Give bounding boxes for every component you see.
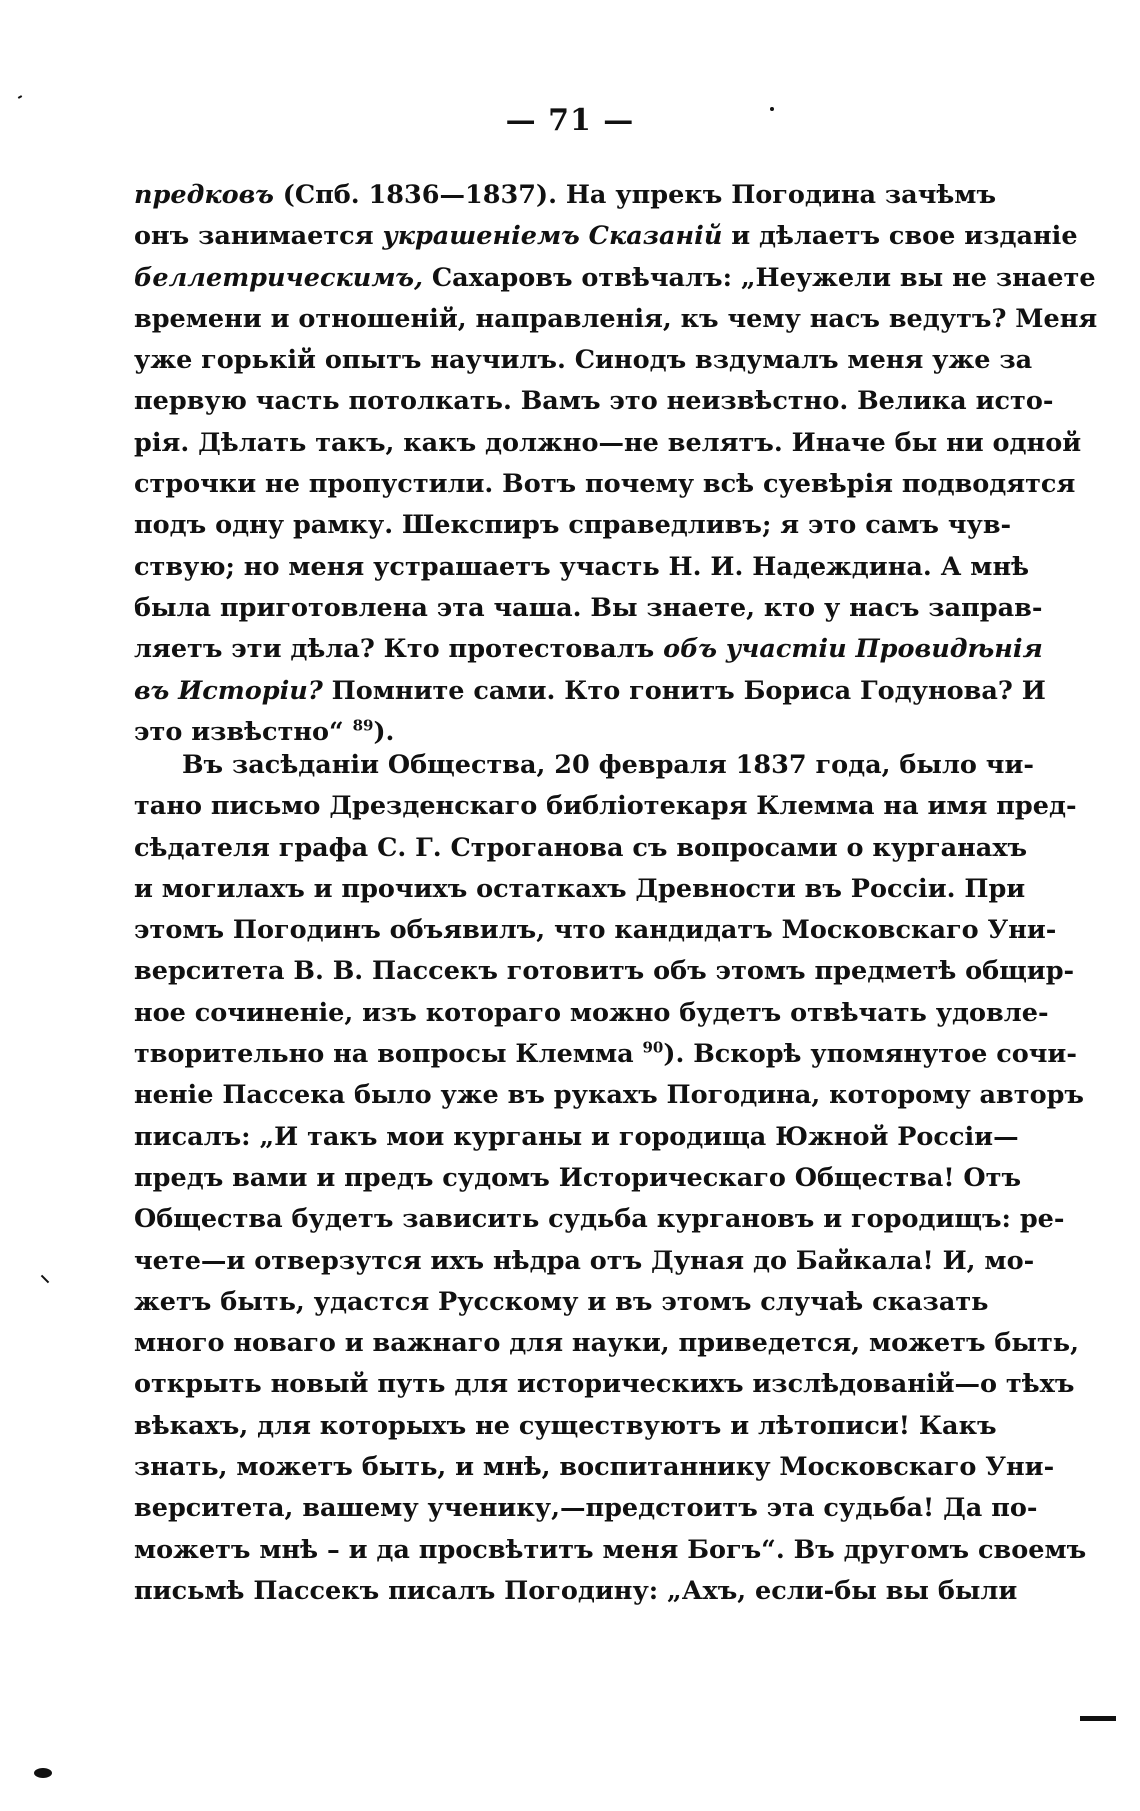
text-segment: беллетрическимъ, (134, 262, 423, 293)
text-line (134, 629, 1043, 670)
text-line (134, 1323, 1079, 1364)
text-segment: украшеніемъ Сказаній (382, 221, 723, 252)
text-segment: письмѣ Пассекъ писалъ Погодину: „Ахъ, если-бы вы были (134, 1575, 1018, 1606)
text-line (134, 745, 1034, 786)
text-segment: жетъ быть, удастся Русскому и въ этомъ случаѣ сказать (134, 1286, 989, 1317)
text-line (134, 869, 1026, 910)
text-segment: открыть новый путь для историческихъ изслѣдованій—о тѣхъ (134, 1369, 1075, 1400)
text-line (134, 1488, 1038, 1529)
text-line (134, 340, 1033, 381)
text-segment: чете—и отверзутся ихъ нѣдра отъ Дуная до Байкала! И, мо- (134, 1245, 1035, 1276)
text-line (134, 1282, 989, 1323)
text-line (134, 1406, 997, 1447)
text-segment: ствую; но меня устрашаетъ участь Н. И. Надеждина. А мнѣ (134, 551, 1030, 582)
text-segment: и дѣлаетъ свое изданіе (722, 221, 1078, 252)
text-line (134, 588, 1043, 629)
text-segment: вѣкахъ, для которыхъ не существуютъ и лѣтописи! Какъ (134, 1410, 997, 1441)
text-line (134, 671, 1046, 712)
text-segment: уже горькій опытъ научилъ. Синодъ вздумалъ меня уже за (134, 345, 1033, 376)
text-line (134, 993, 1049, 1034)
text-segment: писалъ: „И такъ мои курганы и городища Южной Россіи— (134, 1121, 1019, 1152)
text-segment: онъ занимается (134, 221, 383, 252)
text-line (134, 951, 1075, 992)
text-segment: Помните сами. Кто гонитъ Бориса Годунова? И (322, 675, 1046, 706)
text-segment: знать, можетъ быть, и мнѣ, воспитаннику Московскаго Уни- (134, 1452, 1055, 1483)
scan-speck (1080, 1716, 1116, 1721)
footnote-marker: 90 (642, 1038, 664, 1057)
text-segment: много новаго и важнаго для науки, приведется, можетъ быть, (134, 1328, 1079, 1359)
text-segment: первую часть потолкать. Вамъ это неизвѣстно. Велика исто- (134, 386, 1054, 417)
text-segment: Въ засѣданіи Общества, 20 февраля 1837 года, было чи- (182, 750, 1034, 780)
text-segment: сѣдателя графа С. Г. Строганова съ вопросами о курганахъ (134, 832, 1028, 863)
text-segment: ное сочиненіе, изъ котораго можно будетъ отвѣчать удовле- (134, 997, 1049, 1028)
scan-speck (41, 1275, 49, 1283)
text-segment: ляетъ эти дѣла? Кто протестовалъ (134, 634, 664, 665)
text-segment: предъ вами и предъ судомъ Историческаго Общества! Отъ (134, 1162, 1022, 1193)
text-line (134, 786, 1077, 827)
text-line (134, 1199, 1065, 1240)
text-segment: тано письмо Дрезденскаго библіотекаря Клемма на имя пред- (134, 791, 1077, 822)
page-number: — 71 — (505, 103, 635, 138)
text-line (134, 1364, 1075, 1405)
text-segment: верситета, вашему ученику,—предстоитъ эта судьба! Да по- (134, 1493, 1038, 1524)
text-line (134, 1530, 1087, 1571)
text-segment: Общества будетъ зависить судьба кургановъ и городищъ: ре- (134, 1204, 1065, 1235)
text-segment: рія. Дѣлать такъ, какъ должно—не велятъ. Иначе бы ни одной (134, 427, 1082, 458)
text-line (134, 1075, 1084, 1116)
text-segment: подъ одну рамку. Шекспиръ справедливъ; я это самъ чув- (134, 510, 1012, 541)
text-segment: ). Вскорѣ упомянутое сочи- (663, 1039, 1077, 1070)
paragraph-2 (134, 745, 1087, 1612)
paragraph-1 (134, 175, 1098, 753)
text-line (134, 910, 1057, 951)
text-line (134, 381, 1054, 422)
text-segment: и могилахъ и прочихъ остаткахъ Древности въ Россіи. При (134, 873, 1026, 904)
text-segment: была приготовлена эта чаша. Вы знаете, кто у насъ заправ- (134, 592, 1043, 623)
text-line (134, 1241, 1035, 1282)
text-line (134, 464, 1076, 505)
text-line (134, 258, 1096, 299)
text-line (134, 547, 1030, 588)
text-line (134, 1117, 1019, 1158)
text-segment: въ Исторіи? (134, 675, 323, 706)
text-segment: этомъ Погодинъ объявилъ, что кандидатъ Московскаго Уни- (134, 915, 1057, 946)
text-segment: (Спб. 1836—1837). На упрекъ Погодина зачѣмъ (273, 180, 997, 210)
text-segment: строчки не пропустили. Вотъ почему всѣ суевѣрія подводятся (134, 469, 1076, 500)
text-line (134, 505, 1012, 546)
scan-speck (18, 95, 22, 99)
text-line (134, 423, 1082, 464)
text-segment: ). (373, 716, 395, 747)
text-segment: объ участіи Провидѣнія (663, 634, 1043, 665)
text-line (134, 299, 1098, 340)
text-line (134, 1571, 1018, 1612)
scan-speck (770, 107, 774, 111)
text-segment: Сахаровъ отвѣчалъ: „Неужели вы не знаете (422, 262, 1096, 293)
footnote-marker: 89 (352, 716, 374, 735)
text-segment: творительно на вопросы Клемма (134, 1039, 643, 1070)
text-line (134, 216, 1078, 257)
text-segment: это извѣстно“ (134, 716, 353, 747)
scan-speck (34, 1768, 52, 1778)
text-segment: неніе Пассека было уже въ рукахъ Погодина, которому авторъ (134, 1080, 1084, 1111)
text-segment: верситета В. В. Пассекъ готовитъ объ этомъ предметѣ общир- (134, 956, 1075, 987)
text-line (134, 1034, 1077, 1075)
text-line (134, 828, 1028, 869)
text-line (134, 1447, 1055, 1488)
text-segment: предковъ (134, 180, 274, 210)
text-segment: можетъ мнѣ – и да просвѣтитъ меня Богъ“. Въ другомъ своемъ (134, 1534, 1087, 1565)
text-line (134, 175, 997, 216)
text-line (134, 1158, 1022, 1199)
text-segment: времени и отношеній, направленія, къ чему насъ ведутъ? Меня (134, 303, 1098, 334)
